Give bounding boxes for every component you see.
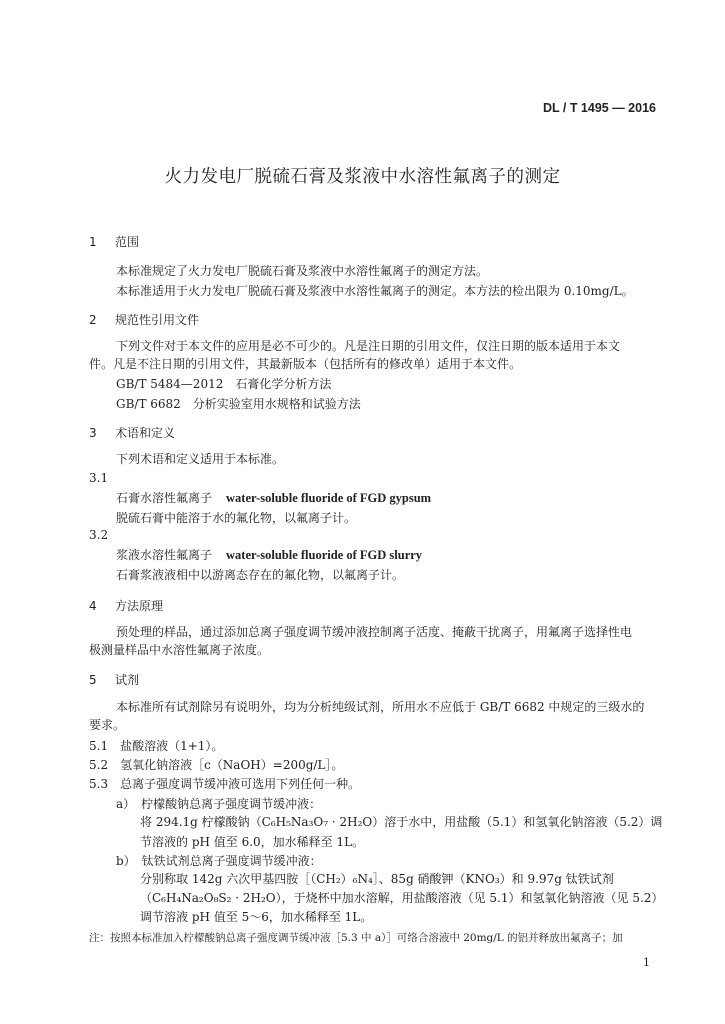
- sub-item-text: 节溶液的 pH 值至 6.0，加水稀释至 1L。: [140, 835, 365, 849]
- section-heading-2: [89, 311, 199, 328]
- section-title: 规范性引用文件: [115, 313, 200, 327]
- term-heading: [116, 546, 422, 563]
- reference-item: GB/T 6682 分析实验室用水规格和试验方法: [116, 397, 361, 411]
- paragraph: 极测量样品中水溶性氟离子浓度。: [89, 643, 270, 657]
- term-zh: 浆液水溶性氟离子: [116, 548, 213, 562]
- paragraph: 本标准规定了火力发电厂脱硫石膏及浆液中水溶性氟离子的测定方法。: [116, 264, 489, 278]
- document-code: DL / T 1495 — 2016: [542, 101, 656, 115]
- paragraph: 件。凡是不注日期的引用文件，其最新版本（包括所有的修改单）适用于本文件。: [89, 357, 522, 371]
- paragraph: 要求。: [89, 718, 126, 732]
- term-en: water-soluble fluoride of FGD slurry: [226, 548, 423, 562]
- section-heading-4: [89, 597, 163, 614]
- paragraph: 下列术语和定义适用于本标准。: [116, 452, 285, 466]
- list-item: 5.1 盐酸溶液（1+1）。: [89, 739, 224, 753]
- sub-item-text: 调节溶液 pH 值至 5～6，加水稀释至 1L。: [140, 910, 373, 924]
- paragraph: 本标准所有试剂除另有说明外，均为分析纯级试剂，所用水不应低于 GB/T 6682 中规定的三级水的: [116, 700, 645, 714]
- term-en: water-soluble fluoride of FGD gypsum: [226, 491, 432, 505]
- section-number: 5: [89, 673, 97, 687]
- sub-item-text: （C₆H₄Na₂O₈S₂ · 2H₂O），于烧杯中加水溶解，用盐酸溶液（见 5.1）和氢氧化钠溶液（见 5.2）: [140, 891, 664, 905]
- reference-item: GB/T 5484—2012 石膏化学分析方法: [116, 377, 332, 391]
- sub-item-label: a） 柠檬酸钠总离子强度调节缓冲液：: [116, 797, 322, 811]
- section-heading-5: [89, 671, 139, 688]
- term-definition: 石膏浆液液相中以游离态存在的氟化物，以氟离子计。: [116, 568, 405, 582]
- term-zh: 石膏水溶性氟离子: [116, 491, 213, 505]
- section-title: 方法原理: [115, 599, 164, 613]
- term-definition: 脱硫石膏中能溶于水的氟化物，以氟离子计。: [116, 511, 357, 525]
- list-item: 5.2 氢氧化钠溶液［c（NaOH）=200g/L］。: [89, 758, 344, 772]
- section-title: 试剂: [115, 673, 140, 687]
- section-number: 2: [89, 313, 97, 327]
- note: 注：按照本标准加入柠檬酸钠总离子强度调节缓冲液［5.3 中 a）］可络合溶液中 20mg/L 的铝并释放出氟离子；加: [89, 932, 623, 944]
- paragraph: 本标准适用于火力发电厂脱硫石膏及浆液中水溶性氟离子的测定。本方法的检出限为 0.10mg/L。: [116, 284, 634, 298]
- section-number: 4: [89, 599, 97, 613]
- section-number: 1: [89, 235, 97, 249]
- section-heading-3: [89, 424, 175, 441]
- sub-item-text: 分别称取 142g 六次甲基四胺［（CH₂）₆N₄］、85g 硝酸钾（KNO₃）和 9.97g 钛铁试剂: [140, 872, 614, 886]
- section-title: 术语和定义: [115, 426, 176, 440]
- page-title: 火力发电厂脱硫石膏及浆液中水溶性氟离子的测定: [164, 167, 561, 187]
- sub-item-text: 将 294.1g 柠檬酸钠（C₆H₅Na₃O₇ · 2H₂O）溶于水中，用盐酸（5.1）和氢氧化钠溶液（5.2）调: [140, 815, 663, 829]
- section-title: 范围: [115, 235, 140, 249]
- term-heading: [116, 489, 431, 506]
- term-number: 3.1: [89, 471, 109, 485]
- paragraph: 预处理的样品，通过添加总离子强度调节缓冲液控制离子活度、掩蔽干扰离子，用氟离子选择性电: [116, 625, 633, 639]
- list-item: 5.3 总离子强度调节缓冲液可选用下列任何一种。: [89, 777, 361, 791]
- section-number: 3: [89, 426, 97, 440]
- term-number: 3.2: [89, 528, 109, 542]
- page-number: 1: [643, 956, 650, 969]
- paragraph: 下列文件对于本文件的应用是必不可少的。凡是注日期的引用文件，仅注日期的版本适用于本文: [116, 339, 621, 353]
- section-heading-1: [89, 233, 139, 250]
- sub-item-label: b） 钛铁试剂总离子强度调节缓冲液：: [116, 854, 322, 868]
